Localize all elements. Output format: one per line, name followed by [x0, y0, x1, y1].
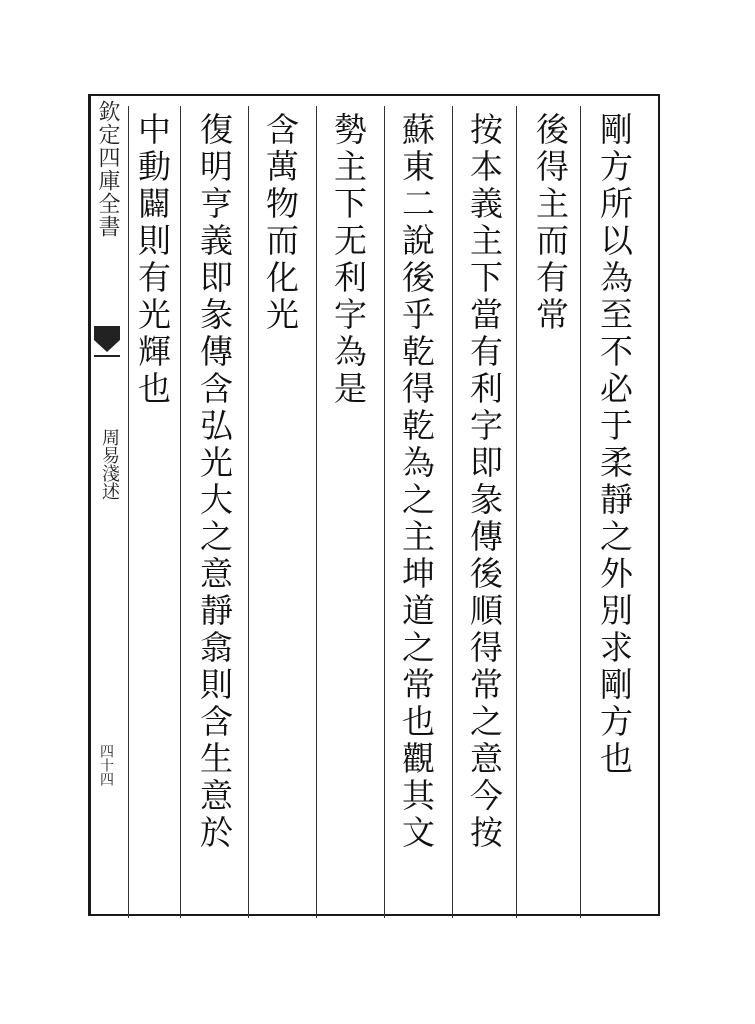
text-column-3: 按本義主下當有利字即彖傳後順得常之意今按 [465, 112, 504, 852]
series-title: 欽定四庫全書 [95, 100, 120, 238]
text-column-4: 蘇東二說後乎乾得乾為之主坤道之常也觀其文 [397, 112, 436, 852]
column-divider [128, 106, 129, 918]
book-title: 周易淺述 [99, 428, 120, 500]
column-divider [516, 106, 517, 918]
column-divider [248, 106, 249, 918]
page-frame [88, 94, 660, 916]
text-column-1: 剛方所以為至不必于柔靜之外別求剛方也 [595, 112, 634, 778]
column-divider [180, 106, 181, 918]
column-divider [316, 106, 317, 918]
text-column-6: 含萬物而化光 [261, 112, 300, 334]
text-column-2: 後得主而有常 [531, 112, 570, 334]
column-divider [384, 106, 385, 918]
fish-tail-ornament [92, 326, 122, 366]
column-divider [580, 106, 581, 918]
text-column-8: 中動闢則有光輝也 [133, 112, 172, 408]
text-column-7: 復明亨義即彖傳含弘光大之意靜翕則含生意於 [195, 112, 234, 852]
text-column-5: 勢主下无利字為是 [329, 112, 368, 408]
page-number: 四十四 [98, 744, 114, 786]
column-divider [452, 106, 453, 918]
